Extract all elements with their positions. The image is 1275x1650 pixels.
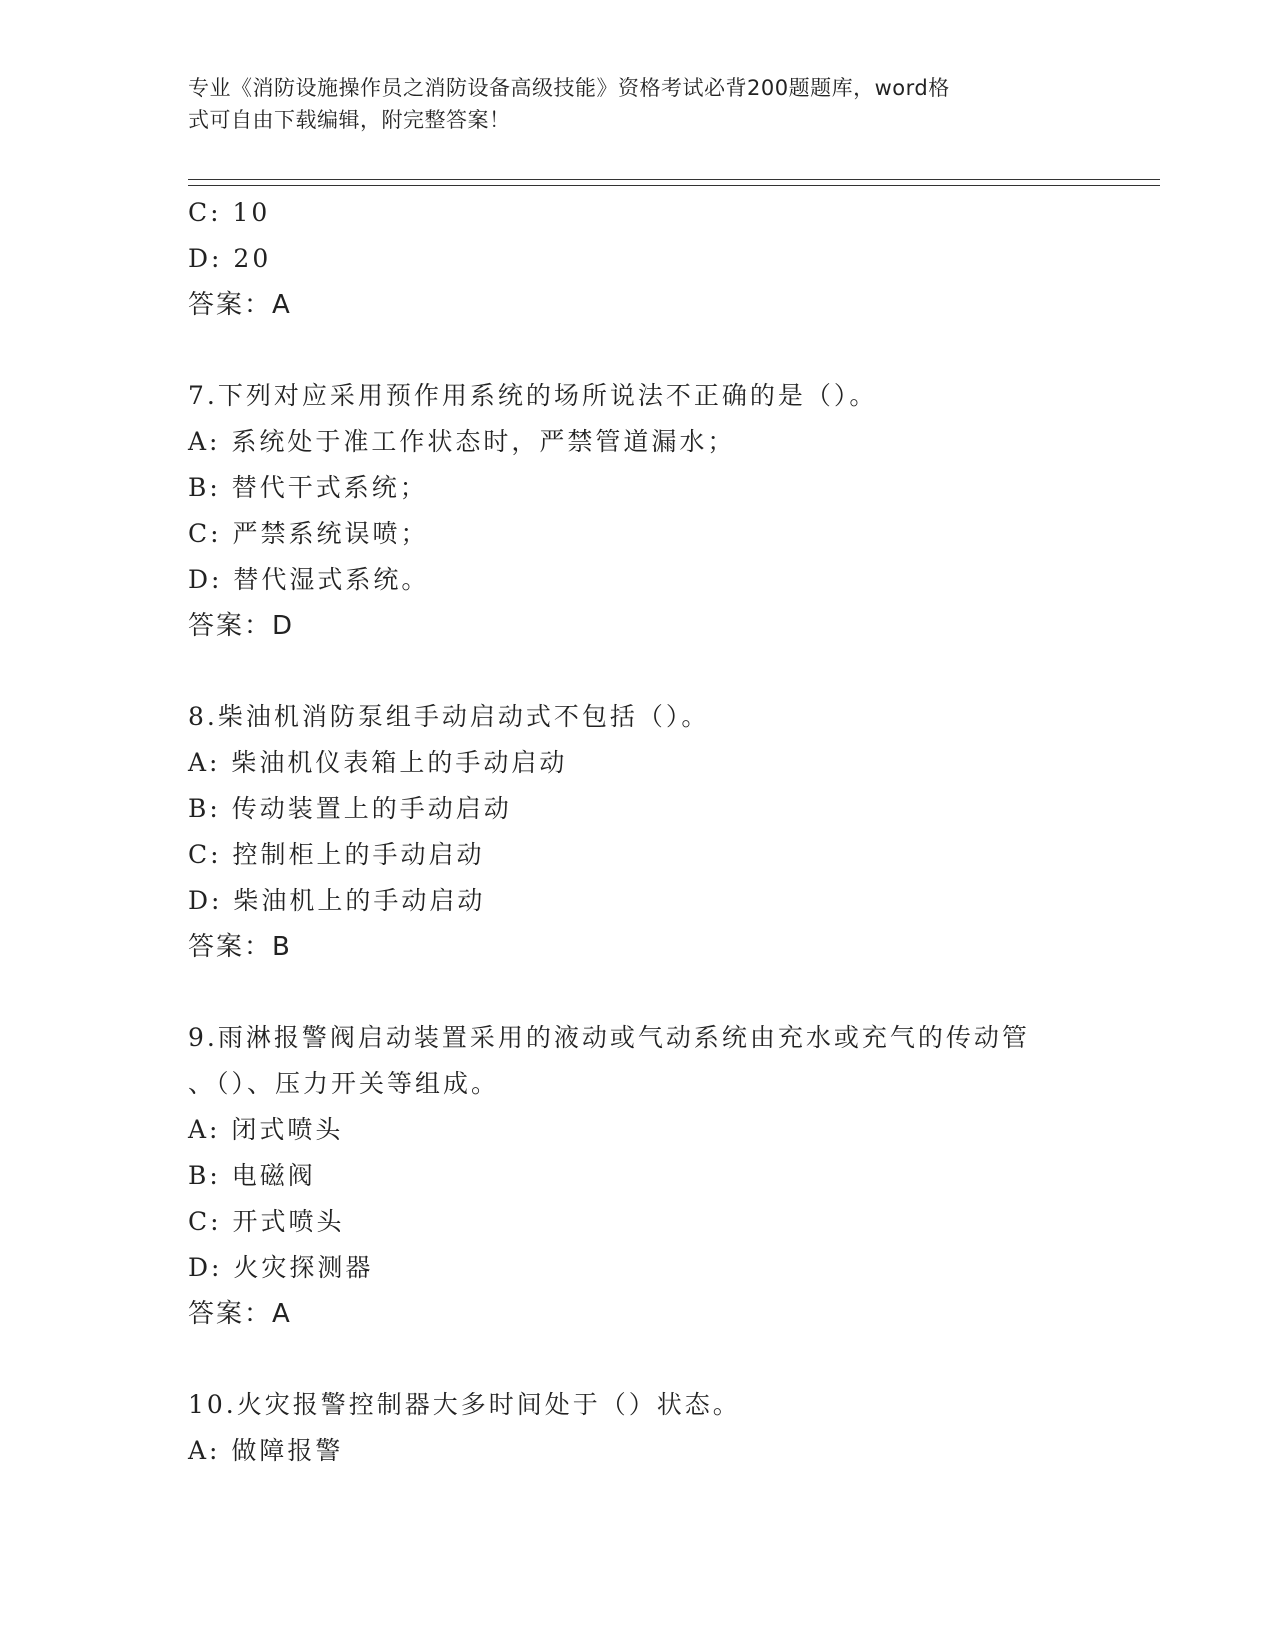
question-stem: 10.火灾报警控制器大多时间处于（）状态。 — [188, 1390, 741, 1419]
question-7 — [188, 373, 1148, 649]
option-d: D: 火灾探测器 — [188, 1253, 374, 1282]
header-line-1: 专业《消防设施操作员之消防设备高级技能》资格考试必背200题题库，word格 — [188, 76, 950, 100]
option-d: D: 替代湿式系统。 — [188, 565, 430, 594]
header-rule-bottom — [188, 185, 1160, 186]
answer: 答案：A — [188, 1299, 292, 1329]
header-line-2: 式可自由下载编辑，附完整答案！ — [188, 108, 511, 132]
option-a: A: 系统处于准工作状态时，严禁管道漏水； — [188, 427, 736, 456]
answer: 答案：B — [188, 932, 292, 962]
question-stem: 8.柴油机消防泵组手动启动式不包括（）。 — [188, 702, 710, 731]
answer: 答案：A — [188, 290, 292, 320]
option-d: D: 20 — [188, 244, 272, 273]
question-6 — [188, 190, 1148, 328]
question-9 — [188, 1015, 1148, 1337]
option-b: B: 传动装置上的手动启动 — [188, 794, 512, 823]
option-b: B: 电磁阀 — [188, 1161, 316, 1190]
answer: 答案：D — [188, 611, 295, 641]
question-stem-line-2: 、（）、压力开关等组成。 — [188, 1069, 500, 1098]
option-d: D: 柴油机上的手动启动 — [188, 886, 486, 915]
option-a: A: 柴油机仪表箱上的手动启动 — [188, 748, 568, 777]
question-8 — [188, 694, 1148, 970]
header-rule-top — [188, 179, 1160, 180]
option-a: A: 做障报警 — [188, 1436, 344, 1465]
option-b: B: 替代干式系统； — [188, 473, 428, 502]
option-c: C: 严禁系统误喷； — [188, 519, 429, 548]
option-c: C: 10 — [188, 198, 271, 227]
question-stem: 7.下列对应采用预作用系统的场所说法不正确的是（）。 — [188, 381, 878, 410]
question-10 — [188, 1382, 1148, 1474]
question-list — [188, 190, 1148, 1474]
document-header — [188, 72, 1078, 136]
option-c: C: 开式喷头 — [188, 1207, 345, 1236]
option-c: C: 控制柜上的手动启动 — [188, 840, 485, 869]
option-a: A: 闭式喷头 — [188, 1115, 344, 1144]
question-stem-line-1: 9.雨淋报警阀启动装置采用的液动或气动系统由充水或充气的传动管 — [188, 1023, 1030, 1052]
